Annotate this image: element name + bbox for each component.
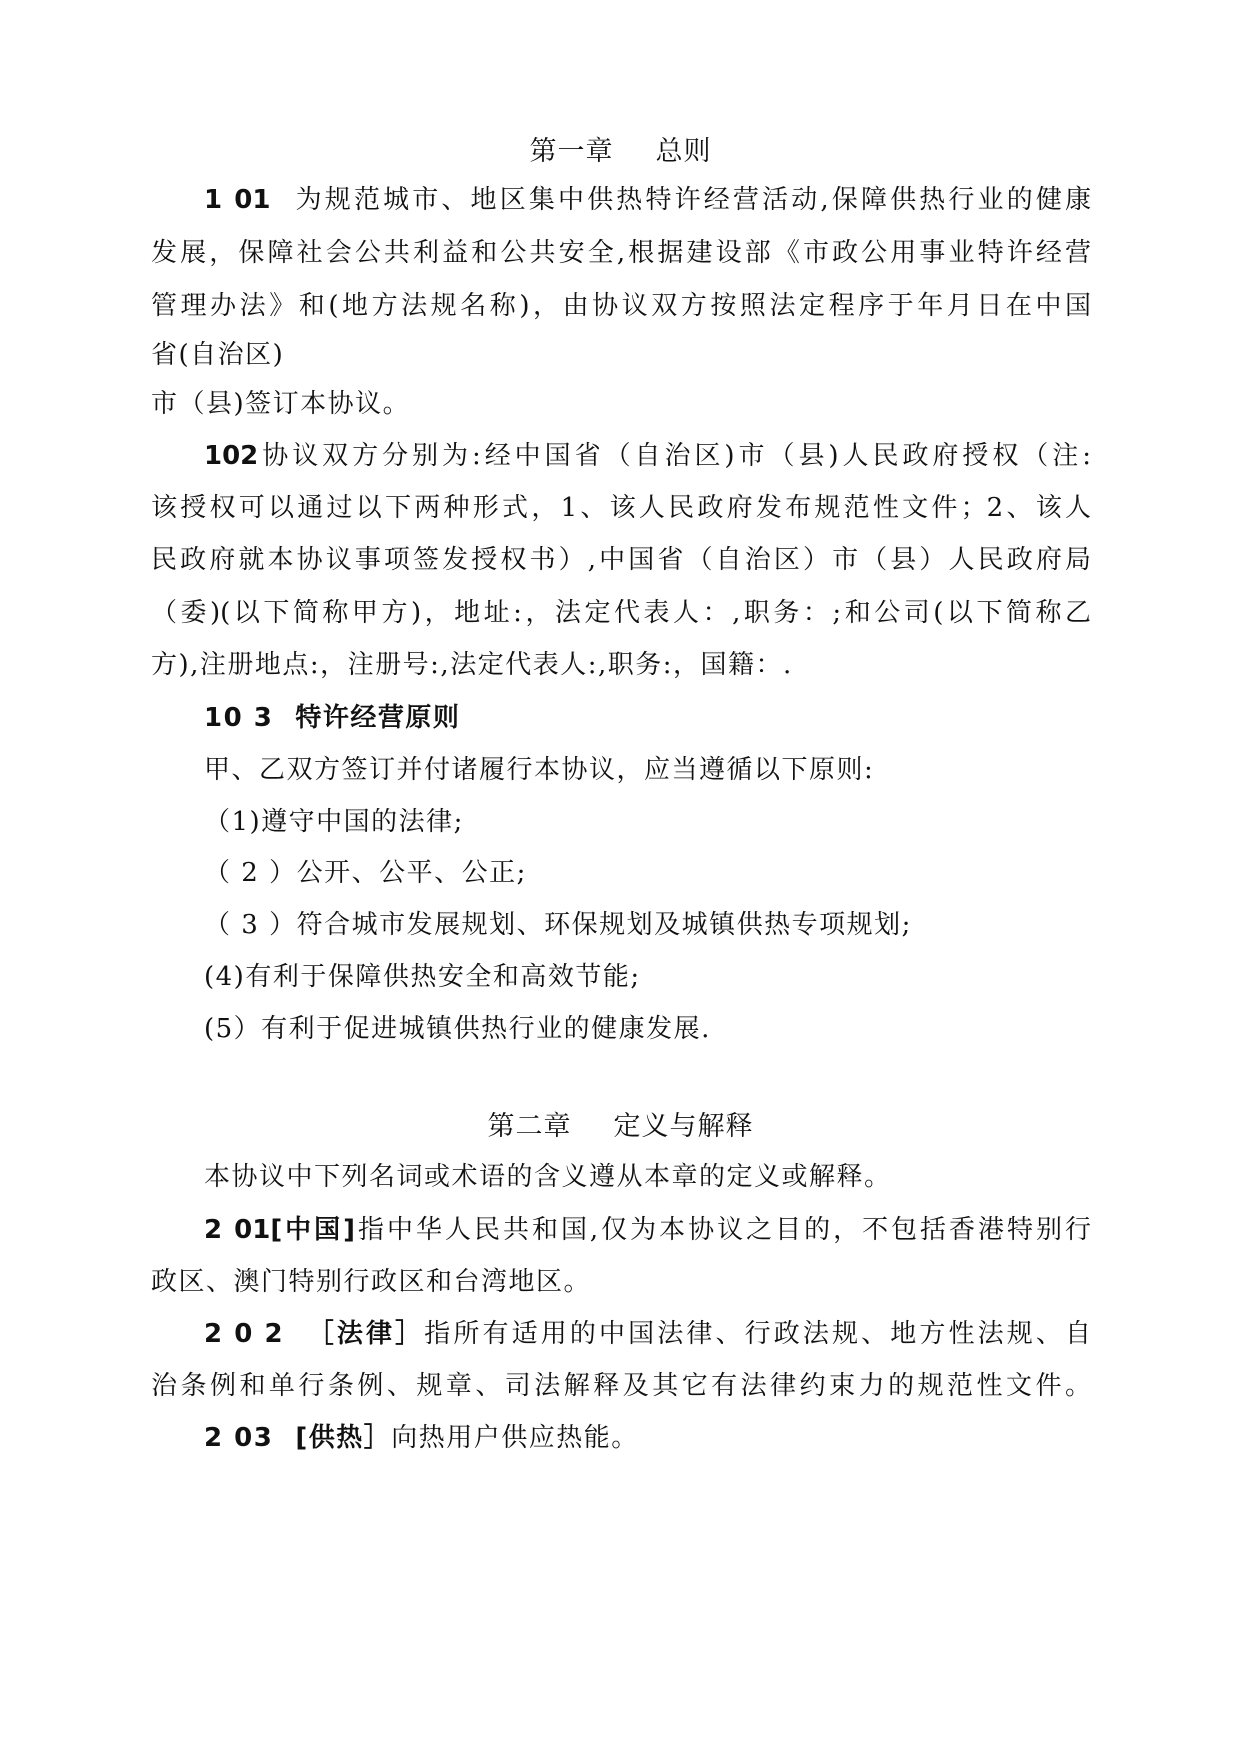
article-201-term: [中国]	[270, 1215, 356, 1245]
principle-item-2: （ 2 ）公开、公平、公正;	[204, 858, 527, 888]
chapter-2-name: 定义与解释	[613, 1111, 754, 1142]
article-203-line-1: 2 03 [供热］向热用户供应热能。	[204, 1423, 639, 1453]
article-202-term: ［法律］	[304, 1319, 425, 1349]
principle-item-5: (5）有利于促进城镇供热行业的健康发展.	[204, 1014, 711, 1044]
chapter-2-number: 第二章	[487, 1111, 572, 1142]
article-101-line-2: 发展，保障社会公共利益和公共安全,根据建设部《市政公用事业特许经营	[151, 238, 1091, 268]
article-102-line-1: 102协议双方分别为:经中国省（自治区)市（县)人民政府授权（注:	[204, 441, 1091, 471]
article-203-term: [供热］	[295, 1423, 392, 1453]
article-202-line-2: 治条例和单行条例、规章、司法解释及其它有法律约束力的规范性文件。	[151, 1371, 1091, 1401]
article-201-line-1: 2 01[中国]指中华人民共和国,仅为本协议之目的，不包括香港特别行	[204, 1215, 1091, 1245]
article-202-number: 2 0 2	[204, 1319, 283, 1349]
article-203-number: 2 03	[204, 1423, 274, 1453]
article-101-line-1: 1 01 为规范城市、地区集中供热特许经营活动,保障供热行业的健康	[204, 185, 1092, 215]
article-103-intro: 甲、乙双方签订并付诸履行本协议，应当遵循以下原则:	[204, 755, 875, 785]
article-102-line-3: 民政府就本协议事项签发授权书）,中国省（自治区）市（县）人民政府局	[151, 545, 1091, 575]
article-101-line-5: 市（县)签订本协议。	[151, 389, 411, 419]
article-102-line-5: 方),注册地点:，注册号:,法定代表人:,职务:，国籍：.	[151, 650, 793, 680]
principle-item-4: (4)有利于保障供热安全和高效节能;	[204, 962, 641, 992]
article-103-number: 10 3	[204, 703, 274, 733]
article-102-line-2: 该授权可以通过以下两种形式，1、该人民政府发布规范性文件；2、该人	[151, 493, 1091, 523]
article-202-line-1: 2 0 2 ［法律］指所有适用的中国法律、行政法规、地方性法规、自	[204, 1319, 1091, 1349]
chapter-2-title	[0, 1107, 1241, 1147]
article-102-number: 102	[204, 441, 259, 471]
article-201-line-2: 政区、澳门特别行政区和台湾地区。	[151, 1267, 592, 1297]
chapter-2-intro: 本协议中下列名词或术语的含义遵从本章的定义或解释。	[204, 1162, 892, 1192]
article-103-heading	[204, 698, 460, 738]
chapter-1-title	[0, 132, 1241, 172]
principle-item-3: （ 3 ）符合城市发展规划、环保规划及城镇供热专项规划;	[204, 910, 912, 940]
article-101-line-4: 省(自治区)	[151, 340, 285, 370]
chapter-1-name: 总则	[655, 136, 712, 167]
article-101-line-3: 管理办法》和(地方法规名称)，由协议双方按照法定程序于年月日在中国	[151, 291, 1091, 321]
article-201-number: 2 01	[204, 1215, 271, 1245]
chapter-1-number: 第一章	[529, 136, 614, 167]
article-102-line-4: （委)(以下简称甲方)，地址:，法定代表人：,职务：;和公司(以下简称乙	[151, 598, 1091, 628]
article-101-number: 1 01	[204, 185, 271, 215]
article-103-title: 特许经营原则	[295, 703, 461, 733]
principle-item-1: （1)遵守中国的法律;	[204, 807, 464, 837]
